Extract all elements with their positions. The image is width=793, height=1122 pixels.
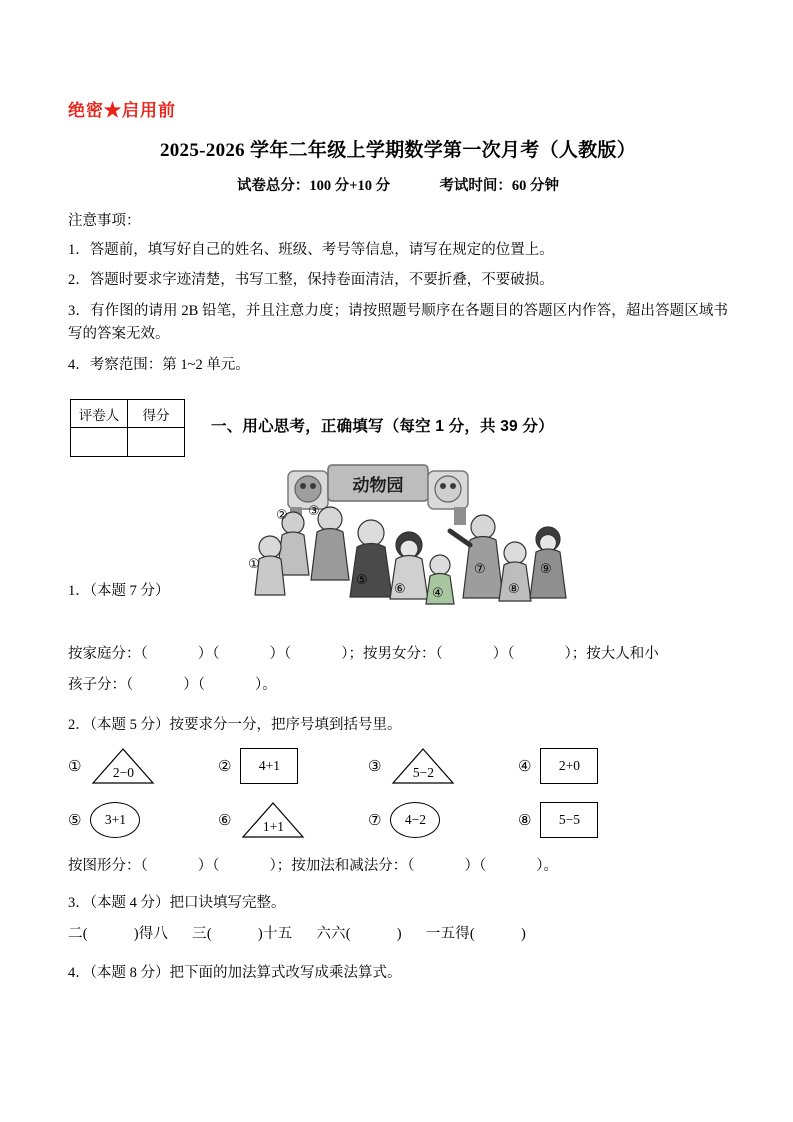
- score-table-header-grader: 评卷人: [71, 400, 128, 428]
- person-number-5: ⑤: [356, 573, 368, 589]
- shape-row: [68, 746, 728, 786]
- q2-text-c: ）；按加法和减法分：（: [269, 858, 415, 875]
- triangle-shape: [90, 746, 156, 786]
- shape-number: ⑦: [368, 811, 382, 830]
- q3-text-g: 一五得(: [425, 926, 475, 943]
- shape-row: [68, 800, 728, 840]
- score-table-header-score: 得分: [128, 400, 185, 428]
- notice-item: 3．有作图的请用 2B 铅笔，并且注意力度；请按照题号顺序在各题目的答题区内作答，超出答题区域书写的答案无效。: [68, 302, 728, 343]
- shape-item-6: [218, 800, 368, 840]
- q3-text-b: )得八: [133, 926, 169, 943]
- circle-shape: [390, 802, 440, 838]
- shape-number: ②: [218, 757, 232, 776]
- shape-label: 5−2: [412, 765, 435, 781]
- notice-item: 2．答题时要求字迹清楚，书写工整，保持卷面清洁，不要折叠，不要破损。: [68, 272, 554, 289]
- q1-text-a: 按家庭分：（: [68, 646, 148, 663]
- shape-item-5: [68, 802, 218, 838]
- notice-heading: 注意事项：: [68, 213, 141, 229]
- person-number-2: ②: [276, 508, 288, 524]
- rectangle-shape: [540, 748, 598, 784]
- page-content: [68, 96, 728, 982]
- question-1: [68, 461, 728, 641]
- question-3-head: 3．（本题 4 分）把口诀填写完整。: [68, 895, 286, 912]
- q1-text-i: ）。: [255, 677, 277, 694]
- q3-text-d: )十五: [257, 926, 293, 943]
- shape-item-1: [68, 746, 218, 786]
- shape-label: 4+1: [258, 758, 281, 774]
- q3-text-a: 二(: [68, 926, 88, 943]
- shape-label: 2−0: [112, 765, 135, 781]
- q1-text-e: ）（: [492, 646, 515, 663]
- question-2-answer-line: [68, 854, 728, 875]
- zoo-illustration: [178, 461, 578, 626]
- q2-text-b: ）（: [197, 858, 220, 875]
- question-4-head: 4．（本题 8 分）把下面的加法算式改写成乘法算式。: [68, 965, 402, 982]
- person-number-9: ⑨: [540, 562, 552, 578]
- shape-number: ①: [68, 757, 82, 776]
- q1-text-b: ）（: [197, 646, 220, 663]
- shape-label: 4−2: [404, 812, 427, 828]
- q3-text-e: 六六(: [316, 926, 351, 943]
- notice-item: 1．答题前，填写好自己的姓名、班级、考号等信息，请写在规定的位置上。: [68, 242, 554, 258]
- person-number-6: ⑥: [394, 582, 406, 598]
- shape-number: ⑤: [68, 811, 82, 830]
- q1-text-d: ）；按男女分：（: [341, 646, 443, 663]
- section-one-header: [68, 399, 728, 457]
- q1-text-h: ）（: [183, 677, 205, 694]
- q3-text-c: 三(: [192, 926, 212, 943]
- q2-text-a: 按图形分：（: [68, 858, 148, 875]
- total-score: 试卷总分：100 分+10 分: [236, 178, 391, 194]
- notice-item: 4．考察范围：第 1~2 单元。: [68, 356, 250, 373]
- q1-text-g: 孩子分：（: [68, 677, 134, 694]
- q3-text-h: ): [520, 926, 526, 943]
- shape-item-4: [518, 748, 668, 784]
- rectangle-shape: [240, 748, 298, 784]
- q1-text-c: ）（: [269, 646, 292, 663]
- rectangle-shape: [540, 802, 598, 838]
- q3-text-f: ): [396, 926, 402, 943]
- question-1-answer-line-1: [68, 641, 728, 668]
- secret-label: 绝密★启用前: [68, 101, 176, 120]
- person-number-7: ⑦: [474, 562, 486, 578]
- shape-item-3: [368, 746, 518, 786]
- person-number-8: ⑧: [508, 582, 520, 598]
- q2-text-e: ）。: [536, 858, 558, 875]
- shape-label: 5−5: [558, 812, 581, 828]
- question-3-answer-line: [68, 922, 728, 943]
- section-one-title: 一、用心思考，正确填写（每空 1 分，共 39 分）: [211, 418, 554, 436]
- person-number-4: ④: [432, 586, 444, 602]
- score-table-cell-grader[interactable]: [71, 428, 128, 457]
- exam-time: 考试时间：60 分钟: [439, 178, 560, 194]
- score-table: [70, 399, 185, 457]
- page-title: 2025-2026 学年二年级上学期数学第一次月考（人教版）: [159, 140, 637, 161]
- question-2-head: 2．（本题 5 分）按要求分一分，把序号填到括号里。: [68, 717, 402, 734]
- question-2-shapes: [68, 746, 728, 840]
- q1-text-f: ）；按大人和小: [564, 646, 659, 663]
- score-table-cell-score[interactable]: [128, 428, 185, 457]
- shape-label: 3+1: [104, 812, 127, 828]
- shape-label: 2+0: [558, 758, 581, 774]
- person-number-3: ③: [308, 504, 320, 520]
- circle-shape: [90, 802, 140, 838]
- shape-number: ③: [368, 757, 382, 776]
- person-number-1: ①: [248, 557, 260, 573]
- shape-number: ⑧: [518, 811, 532, 830]
- shape-item-8: [518, 802, 668, 838]
- svg-text:动物园: 动物园: [352, 476, 404, 496]
- shape-item-2: [218, 748, 368, 784]
- triangle-shape: [390, 746, 456, 786]
- question-1-answer-line-2: [68, 672, 728, 699]
- triangle-shape: [240, 800, 306, 840]
- question-1-label: 1．（本题 7 分）: [68, 583, 170, 600]
- q2-text-d: ）（: [464, 858, 487, 875]
- shape-number: ④: [518, 757, 532, 776]
- shape-item-7: [368, 802, 518, 838]
- shape-label: 1+1: [262, 819, 285, 835]
- shape-number: ⑥: [218, 811, 232, 830]
- exam-meta: [68, 174, 728, 195]
